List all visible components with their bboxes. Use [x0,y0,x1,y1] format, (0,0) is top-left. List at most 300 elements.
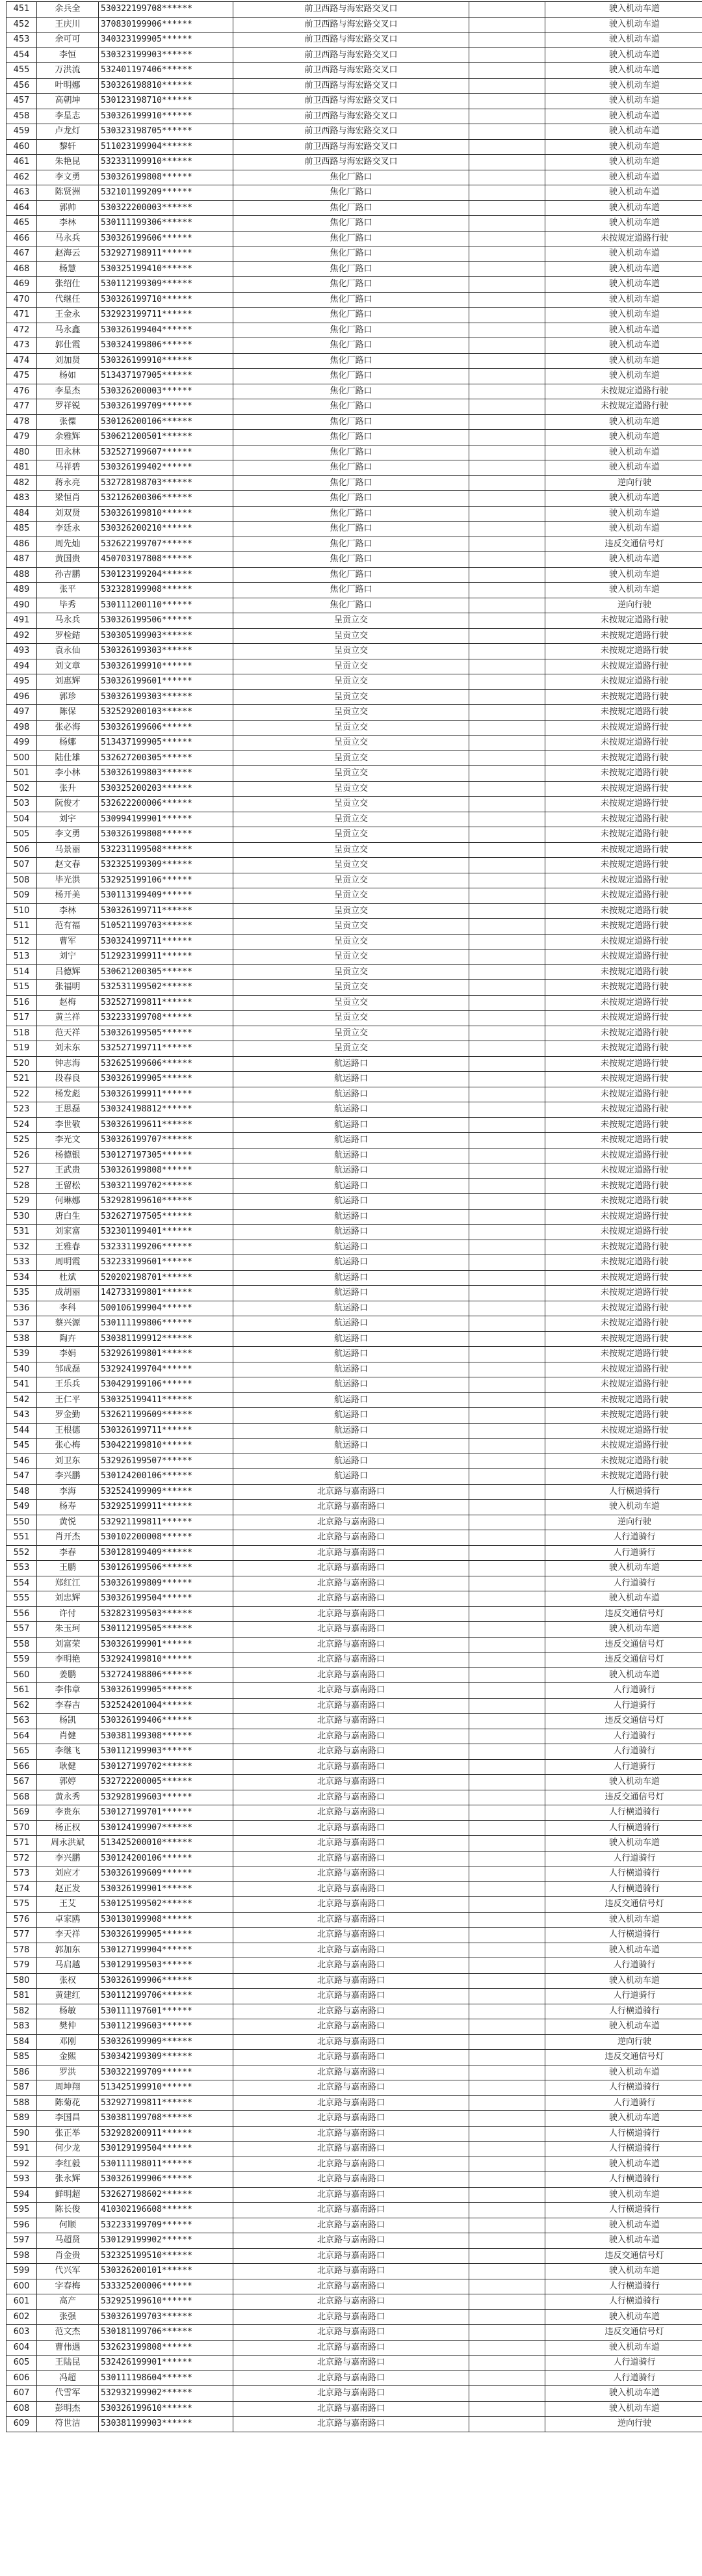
id-number-cell: 532622199707****** [99,537,233,552]
row-number-cell: 548 [6,1484,37,1500]
violation-type-cell: 驶入机动车道 [545,2218,702,2233]
id-number-cell: 530381199308****** [99,1729,233,1744]
id-number-cell: 513425199910****** [99,2080,233,2096]
location-cell: 北京路与嘉南路口 [233,1606,469,1622]
empty-cell [469,1178,545,1194]
violation-type-cell: 未按规定道路行驶 [545,1240,702,1255]
id-number-cell: 530326199711****** [99,903,233,919]
empty-cell [469,2294,545,2310]
id-number-cell: 142733199801****** [99,1286,233,1301]
row-number-cell: 557 [6,1622,37,1638]
location-cell: 焦化厂路口 [233,231,469,246]
row-number-cell: 583 [6,2019,37,2035]
location-cell: 北京路与嘉南路口 [233,2417,469,2432]
table-row [6,2172,702,2188]
row-number-cell: 477 [6,399,37,415]
violation-type-cell: 驶入机动车道 [545,2065,702,2080]
location-cell: 航运路口 [233,1117,469,1133]
id-number-cell: 530326199910****** [99,109,233,124]
table-row [6,155,702,170]
violation-type-cell: 驶入机动车道 [545,1667,702,1683]
id-number-cell: 532524199909****** [99,1484,233,1500]
empty-cell [469,2111,545,2127]
id-number-cell: 530323198705****** [99,124,233,140]
row-number-cell: 473 [6,338,37,354]
row-number-cell: 502 [6,781,37,797]
person-name-cell: 郑红江 [37,1576,99,1591]
violation-type-cell: 驶入机动车道 [545,1591,702,1607]
id-number-cell: 530127199701****** [99,1805,233,1821]
row-number-cell: 562 [6,1698,37,1714]
person-name-cell: 马永兵 [37,613,99,629]
table-row [6,399,702,415]
table-row [6,2034,702,2050]
violation-type-cell: 驶入机动车道 [545,338,702,354]
empty-cell [469,1194,545,1210]
violation-type-cell: 逆向行驶 [545,1515,702,1530]
person-name-cell: 符世洁 [37,2417,99,2432]
table-row [6,552,702,568]
table-row [6,827,702,843]
table-row [6,185,702,201]
empty-cell [469,460,545,476]
person-name-cell: 彭明杰 [37,2401,99,2417]
location-cell: 焦化厂路口 [233,170,469,185]
table-row [6,1469,702,1485]
location-cell: 北京路与嘉南路口 [233,1667,469,1683]
person-name-cell: 余可可 [37,33,99,48]
location-cell: 呈贡立交 [233,949,469,965]
id-number-cell: 532101199209****** [99,185,233,201]
id-number-cell: 530128199409****** [99,1545,233,1561]
id-number-cell: 530112199903****** [99,1744,233,1760]
location-cell: 北京路与嘉南路口 [233,1622,469,1638]
table-row [6,292,702,308]
id-number-cell: 530326199404****** [99,323,233,338]
id-number-cell: 532325199510****** [99,2248,233,2264]
violation-type-cell: 违反交通信号灯 [545,537,702,552]
table-row [6,63,702,79]
row-number-cell: 492 [6,628,37,644]
empty-cell [469,216,545,232]
location-cell: 呈贡立交 [233,812,469,827]
id-number-cell: 530112199706****** [99,1989,233,2004]
id-number-cell: 530325200203****** [99,781,233,797]
id-number-cell: 530326199909****** [99,2034,233,2050]
location-cell: 焦化厂路口 [233,200,469,216]
table-row [6,1026,702,1041]
person-name-cell: 李星志 [37,109,99,124]
row-number-cell: 606 [6,2370,37,2386]
row-number-cell: 549 [6,1500,37,1515]
row-number-cell: 526 [6,1148,37,1163]
row-number-cell: 536 [6,1301,37,1316]
empty-cell [469,338,545,354]
person-name-cell: 陈保 [37,705,99,721]
violation-type-cell: 驶入机动车道 [545,1836,702,1852]
location-cell: 北京路与嘉南路口 [233,2233,469,2249]
person-name-cell: 李红毅 [37,2157,99,2172]
table-row [6,1240,702,1255]
row-number-cell: 580 [6,1973,37,1989]
violation-type-cell: 人行道骑行 [545,2095,702,2111]
id-number-cell: 532625199606****** [99,1056,233,1072]
id-number-cell: 513437199905****** [99,736,233,751]
person-name-cell: 王雅春 [37,1240,99,1255]
table-row [6,1653,702,1668]
empty-cell [469,1622,545,1638]
id-number-cell: 532927198911****** [99,246,233,262]
row-number-cell: 478 [6,414,37,430]
violation-type-cell: 驶入机动车道 [545,460,702,476]
location-cell: 北京路与嘉南路口 [233,1515,469,1530]
violation-type-cell: 人行横道骑行 [545,1820,702,1836]
empty-cell [469,445,545,460]
person-name-cell: 李星杰 [37,384,99,399]
id-number-cell: 530321199702****** [99,1178,233,1194]
empty-cell [469,1454,545,1469]
location-cell: 呈贡立交 [233,659,469,674]
row-number-cell: 454 [6,47,37,63]
person-name-cell: 范文杰 [37,2325,99,2341]
empty-cell [469,1561,545,1576]
person-name-cell: 黄兰祥 [37,1011,99,1026]
location-cell: 北京路与嘉南路口 [233,1729,469,1744]
table-row [6,2417,702,2432]
row-number-cell: 566 [6,1759,37,1775]
row-number-cell: 602 [6,2309,37,2325]
location-cell: 北京路与嘉南路口 [233,1545,469,1561]
location-cell: 航运路口 [233,1209,469,1225]
location-cell: 焦化厂路口 [233,414,469,430]
person-name-cell: 陶卉 [37,1331,99,1347]
violation-type-cell: 驶入机动车道 [545,2264,702,2279]
id-number-cell: 530621200501****** [99,430,233,445]
empty-cell [469,1653,545,1668]
location-cell: 航运路口 [233,1362,469,1377]
id-number-cell: 532426199901****** [99,2356,233,2371]
location-cell: 北京路与嘉南路口 [233,2325,469,2341]
id-number-cell: 450703197808****** [99,552,233,568]
row-number-cell: 489 [6,583,37,598]
empty-cell [469,1102,545,1118]
row-number-cell: 464 [6,200,37,216]
person-name-cell: 王留松 [37,1178,99,1194]
person-name-cell: 杜斌 [37,1270,99,1286]
table-row [6,2356,702,2371]
table-row [6,2279,702,2294]
person-name-cell: 李恒 [37,47,99,63]
row-number-cell: 468 [6,261,37,277]
id-number-cell: 530111200110****** [99,598,233,613]
violation-type-cell: 未按规定道路行驶 [545,1316,702,1332]
violation-type-cell: 人行道骑行 [545,1683,702,1699]
id-number-cell: 532921199811****** [99,1515,233,1530]
violation-type-cell: 未按规定道路行驶 [545,1408,702,1424]
empty-cell [469,1377,545,1393]
id-number-cell: 530326199910****** [99,353,233,369]
empty-cell [469,2401,545,2417]
person-name-cell: 马景丽 [37,842,99,858]
row-number-cell: 550 [6,1515,37,1530]
violation-type-cell: 未按规定道路行驶 [545,888,702,904]
location-cell: 焦化厂路口 [233,292,469,308]
table-row [6,766,702,782]
empty-cell [469,323,545,338]
violation-type-cell: 未按规定道路行驶 [545,964,702,980]
id-number-cell: 530124200106****** [99,1469,233,1485]
table-row [6,1178,702,1194]
location-cell: 航运路口 [233,1087,469,1102]
empty-cell [469,1316,545,1332]
location-cell: 呈贡立交 [233,888,469,904]
row-number-cell: 534 [6,1270,37,1286]
table-row [6,567,702,583]
row-number-cell: 547 [6,1469,37,1485]
person-name-cell: 郭婷 [37,1775,99,1790]
table-row [6,384,702,399]
person-name-cell: 万洪流 [37,63,99,79]
violation-type-cell: 驶入机动车道 [545,506,702,522]
row-number-cell: 465 [6,216,37,232]
violation-type-cell: 未按规定道路行驶 [545,1377,702,1393]
person-name-cell: 马超贤 [37,2233,99,2249]
row-number-cell: 539 [6,1347,37,1362]
violation-type-cell: 驶入机动车道 [545,170,702,185]
person-name-cell: 李世敬 [37,1117,99,1133]
row-number-cell: 520 [6,1056,37,1072]
row-number-cell: 601 [6,2294,37,2310]
person-name-cell: 王乐兵 [37,1377,99,1393]
id-number-cell: 530111198604****** [99,2370,233,2386]
table-row [6,323,702,338]
table-row [6,277,702,293]
id-number-cell: 530113199409****** [99,888,233,904]
location-cell: 北京路与嘉南路口 [233,1637,469,1653]
empty-cell [469,995,545,1011]
location-cell: 呈贡立交 [233,903,469,919]
row-number-cell: 515 [6,980,37,996]
location-cell: 北京路与嘉南路口 [233,2218,469,2233]
violation-type-cell: 未按规定道路行驶 [545,903,702,919]
id-number-cell: 532932199902****** [99,2386,233,2402]
row-number-cell: 517 [6,1011,37,1026]
row-number-cell: 496 [6,689,37,705]
empty-cell [469,246,545,262]
row-number-cell: 558 [6,1637,37,1653]
location-cell: 呈贡立交 [233,766,469,782]
violation-type-cell: 驶入机动车道 [545,430,702,445]
empty-cell [469,399,545,415]
location-cell: 北京路与嘉南路口 [233,1851,469,1866]
person-name-cell: 刘忠辉 [37,1591,99,1607]
location-cell: 北京路与嘉南路口 [233,1775,469,1790]
person-name-cell: 杨开美 [37,888,99,904]
empty-cell [469,1759,545,1775]
row-number-cell: 455 [6,63,37,79]
location-cell: 航运路口 [233,1301,469,1316]
location-cell: 焦化厂路口 [233,277,469,293]
table-row [6,1392,702,1408]
empty-cell [469,583,545,598]
location-cell: 航运路口 [233,1439,469,1454]
violation-type-cell: 未按规定道路行驶 [545,1102,702,1118]
violation-type-cell: 未按规定道路行驶 [545,1301,702,1316]
table-row [6,1454,702,1469]
location-cell: 北京路与嘉南路口 [233,1973,469,1989]
location-cell: 北京路与嘉南路口 [233,1744,469,1760]
empty-cell [469,1606,545,1622]
violation-type-cell: 未按规定道路行驶 [545,812,702,827]
person-name-cell: 李光文 [37,1133,99,1149]
table-row [6,1423,702,1439]
person-name-cell: 许付 [37,1606,99,1622]
location-cell: 航运路口 [233,1469,469,1485]
id-number-cell: 532331199206****** [99,1240,233,1255]
location-cell: 呈贡立交 [233,781,469,797]
row-number-cell: 527 [6,1163,37,1179]
location-cell: 前卫西路与海宏路交叉口 [233,109,469,124]
person-name-cell: 蔡兴源 [37,1316,99,1332]
person-name-cell: 郭仕霞 [37,338,99,354]
empty-cell [469,1545,545,1561]
id-number-cell: 530112199309****** [99,277,233,293]
empty-cell [469,1117,545,1133]
row-number-cell: 585 [6,2050,37,2065]
row-number-cell: 600 [6,2279,37,2294]
id-number-cell: 532325199309****** [99,858,233,873]
table-row [6,1958,702,1974]
row-number-cell: 516 [6,995,37,1011]
person-name-cell: 范有福 [37,919,99,935]
id-number-cell: 510521199703****** [99,919,233,935]
id-number-cell: 530322200003****** [99,200,233,216]
person-name-cell: 黄永秀 [37,1790,99,1805]
id-number-cell: 532924199704****** [99,1362,233,1377]
violation-type-cell: 违反交通信号灯 [545,1897,702,1913]
row-number-cell: 486 [6,537,37,552]
violation-type-cell: 人行横道骑行 [545,2080,702,2096]
violation-type-cell: 驶入机动车道 [545,94,702,109]
location-cell: 前卫西路与海宏路交叉口 [233,139,469,155]
id-number-cell: 530123199204****** [99,567,233,583]
violation-type-cell: 未按规定道路行驶 [545,1392,702,1408]
location-cell: 北京路与嘉南路口 [233,2019,469,2035]
table-row [6,246,702,262]
person-name-cell: 杨慧 [37,261,99,277]
location-cell: 北京路与嘉南路口 [233,2080,469,2096]
person-name-cell: 肖开杰 [37,1530,99,1546]
person-name-cell: 冯超 [37,2370,99,2386]
violation-type-cell: 未按规定道路行驶 [545,1255,702,1271]
row-number-cell: 604 [6,2340,37,2356]
table-row [6,781,702,797]
person-name-cell: 李林 [37,216,99,232]
location-cell: 航运路口 [233,1056,469,1072]
id-number-cell: 530305199903****** [99,628,233,644]
location-cell: 北京路与嘉南路口 [233,1714,469,1729]
row-number-cell: 545 [6,1439,37,1454]
violation-type-cell: 人行道骑行 [545,1729,702,1744]
person-name-cell: 王陆昆 [37,2356,99,2371]
row-number-cell: 456 [6,78,37,94]
location-cell: 航运路口 [233,1347,469,1362]
location-cell: 北京路与嘉南路口 [233,2294,469,2310]
id-number-cell: 532823199503****** [99,1606,233,1622]
row-number-cell: 498 [6,720,37,736]
person-name-cell: 李伟章 [37,1683,99,1699]
person-name-cell: 成胡丽 [37,1286,99,1301]
violation-type-cell: 驶入机动车道 [545,139,702,155]
empty-cell [469,384,545,399]
violation-type-cell: 未按规定道路行驶 [545,399,702,415]
table-row [6,1606,702,1622]
row-number-cell: 574 [6,1881,37,1897]
table-row [6,583,702,598]
location-cell: 北京路与嘉南路口 [233,2187,469,2203]
violation-type-cell: 驶入机动车道 [545,1943,702,1958]
id-number-cell: 532925199106****** [99,873,233,888]
id-number-cell: 530129199902****** [99,2233,233,2249]
violation-type-cell: 未按规定道路行驶 [545,1286,702,1301]
person-name-cell: 王思磊 [37,1102,99,1118]
person-name-cell: 姜鹏 [37,1667,99,1683]
id-number-cell: 530381199903****** [99,2417,233,2432]
violation-type-cell: 驶入机动车道 [545,1912,702,1928]
location-cell: 北京路与嘉南路口 [233,2356,469,2371]
id-number-cell: 530326199504****** [99,1591,233,1607]
id-number-cell: 530326199610****** [99,2401,233,2417]
table-row [6,1759,702,1775]
table-row [6,1377,702,1393]
empty-cell [469,369,545,384]
location-cell: 航运路口 [233,1377,469,1393]
location-cell: 航运路口 [233,1133,469,1149]
location-cell: 前卫西路与海宏路交叉口 [233,63,469,79]
id-number-cell: 530326199906****** [99,2172,233,2188]
id-number-cell: 532926199801****** [99,1347,233,1362]
person-name-cell: 杨敏 [37,2004,99,2019]
location-cell: 呈贡立交 [233,873,469,888]
location-cell: 前卫西路与海宏路交叉口 [233,2,469,18]
empty-cell [469,1240,545,1255]
row-number-cell: 503 [6,797,37,812]
person-name-cell: 王鹏 [37,1561,99,1576]
table-row [6,628,702,644]
row-number-cell: 508 [6,873,37,888]
row-number-cell: 491 [6,613,37,629]
empty-cell [469,858,545,873]
table-row [6,47,702,63]
id-number-cell: 532728198703****** [99,475,233,491]
row-number-cell: 568 [6,1790,37,1805]
empty-cell [469,736,545,751]
table-row [6,1408,702,1424]
id-number-cell: 410302196608****** [99,2203,233,2218]
person-name-cell: 马启越 [37,1958,99,1974]
table-row [6,2386,702,2402]
violation-type-cell: 驶入机动车道 [545,2401,702,2417]
table-row [6,1102,702,1118]
id-number-cell: 532722200005****** [99,1775,233,1790]
person-name-cell: 曹军 [37,934,99,949]
table-row [6,1117,702,1133]
row-number-cell: 553 [6,1561,37,1576]
location-cell: 北京路与嘉南路口 [233,2172,469,2188]
person-name-cell: 王庆川 [37,17,99,33]
id-number-cell: 530326199406****** [99,1714,233,1729]
row-number-cell: 555 [6,1591,37,1607]
